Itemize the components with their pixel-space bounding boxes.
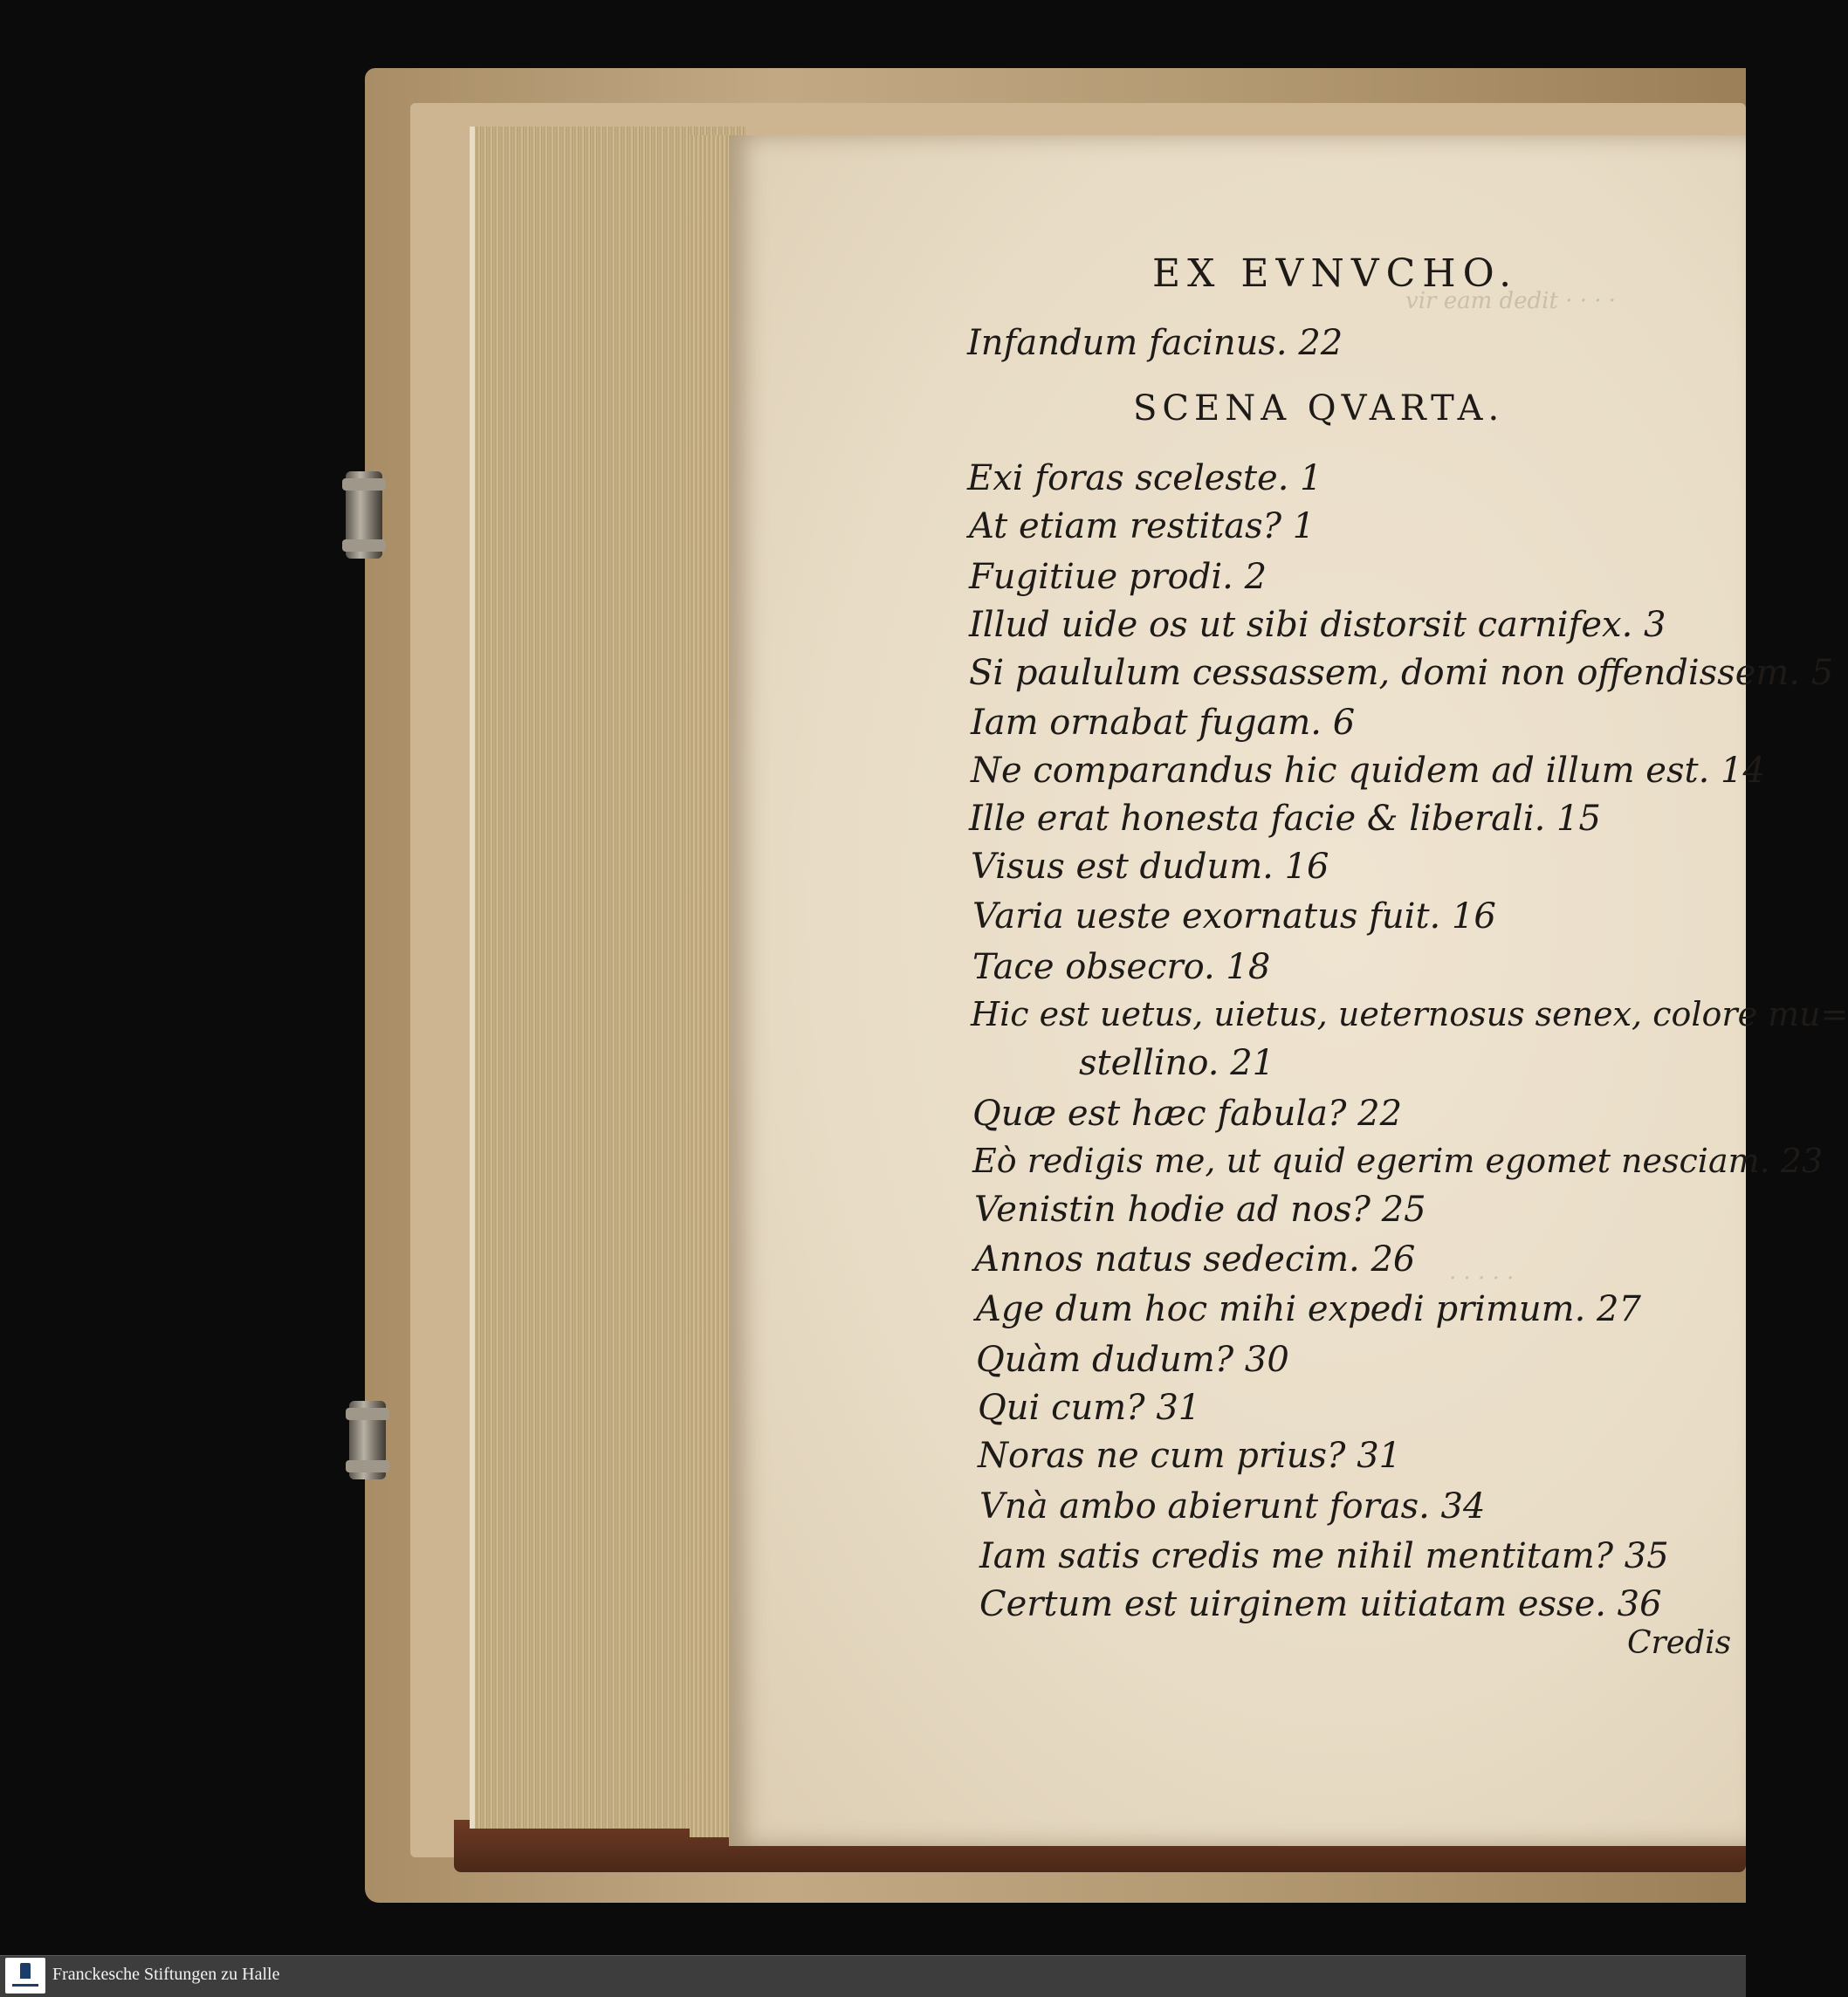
text-line: Visus est dudum. 16 xyxy=(971,847,1329,887)
text-line: At etiam restitas? 1 xyxy=(969,506,1316,546)
text-line: Quæ est hæc fabula? 22 xyxy=(972,1094,1403,1134)
clasp-top-icon xyxy=(346,471,382,559)
institution-logo-icon xyxy=(5,1958,45,1994)
scene-title: SCENA QVARTA. xyxy=(1133,388,1505,429)
text-line: Age dum hoc mihi expedi primum. 27 xyxy=(976,1289,1641,1329)
text-line: Annos natus sedecim. 26 xyxy=(974,1239,1416,1280)
text-line: Certum est uirginem uitiatam esse. 36 xyxy=(979,1584,1662,1624)
text-line: Varia ueste exornatus fuit. 16 xyxy=(972,896,1496,937)
institution-name: Franckesche Stiftungen zu Halle xyxy=(52,1965,280,1984)
text-line: Noras ne cum prius? 31 xyxy=(978,1436,1402,1476)
catchword: Credis xyxy=(1627,1625,1732,1661)
text-line: Infandum facinus. 22 xyxy=(967,323,1343,363)
text-line: Illud uide os ut sibi distorsit carnifex. 3 xyxy=(969,605,1666,645)
show-through-texture: vir eam dedit · · · · xyxy=(1405,288,1617,314)
text-line: Iam ornabat fugam. 6 xyxy=(971,703,1356,743)
text-line: Hic est uetus, uietus, ueternosus senex, colore mu= xyxy=(971,995,1848,1033)
text-line: Si paululum cessassem, domi non offendissem. 5 xyxy=(969,653,1834,693)
text-line: Qui cum? 31 xyxy=(978,1388,1201,1428)
text-line: Fugitiue prodi. 2 xyxy=(969,557,1267,597)
text-line: Tace obsecro. 18 xyxy=(972,947,1271,987)
running-head: EX EVNVCHO. xyxy=(1152,251,1519,296)
text-line: Venistin hodie ad nos? 25 xyxy=(974,1190,1426,1230)
text-line: Vnà ambo abierunt foras. 34 xyxy=(979,1486,1486,1527)
text-line-continued: stellino. 21 xyxy=(1079,1043,1275,1083)
text-line: Exi foras sceleste. 1 xyxy=(967,458,1322,498)
show-through-texture: · · · · · xyxy=(1449,1266,1515,1292)
text-line: Eò redigis me, ut quid egerim egomet nesciam. 23 xyxy=(972,1142,1824,1180)
text-line: Ne comparandus hic quidem ad illum est. 14 xyxy=(971,751,1765,791)
text-line: Iam satis credis me nihil mentitam? 35 xyxy=(979,1536,1669,1576)
clasp-bottom-icon xyxy=(349,1401,386,1479)
text-line: Ille erat honesta facie & liberali. 15 xyxy=(969,799,1601,839)
text-line: Quàm dudum? 30 xyxy=(976,1340,1289,1380)
